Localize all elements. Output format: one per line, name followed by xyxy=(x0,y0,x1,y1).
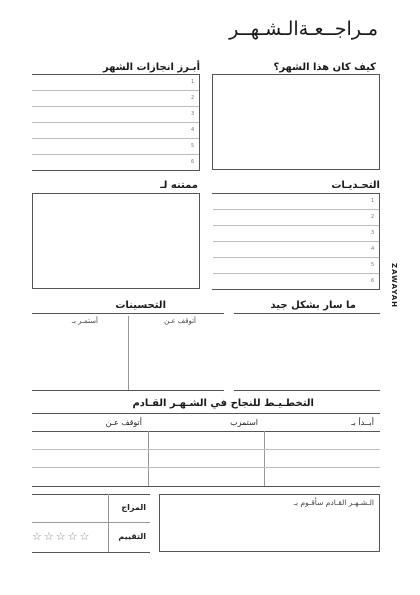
achievement-number: 6 xyxy=(191,159,195,165)
mood-label: المزاج xyxy=(121,503,146,512)
planning-continue-label: استمرب xyxy=(230,418,258,427)
grateful-section-title: ممتنه لـ xyxy=(160,180,198,191)
achievement-number: 3 xyxy=(191,111,195,117)
improvements-stop-label: أتوقف عـن xyxy=(164,317,196,325)
challenge-line[interactable] xyxy=(213,225,379,226)
achievements-section-title: أبـرز انجازات الشهر xyxy=(102,62,200,73)
challenge-number: 5 xyxy=(371,262,375,268)
challenges-edge xyxy=(379,193,380,289)
challenges-bottom-line xyxy=(212,289,380,290)
challenge-line[interactable] xyxy=(213,273,379,274)
challenges-section-title: التحـديـات xyxy=(331,180,380,191)
rating-stars[interactable]: ☆☆☆☆☆ xyxy=(32,530,92,543)
achievement-line[interactable] xyxy=(32,154,199,155)
planning-start-label: أبــدأ بـ xyxy=(351,418,374,427)
went-well-underline xyxy=(234,313,380,314)
improvements-bottom-line xyxy=(32,390,224,391)
achievement-number: 1 xyxy=(191,79,195,85)
mood-top-line xyxy=(32,494,150,495)
challenge-number: 1 xyxy=(371,198,375,204)
challenge-number: 6 xyxy=(371,278,375,284)
planning-header-line xyxy=(32,431,380,432)
went-well-section-title: ما سار بشكل جيد xyxy=(270,300,356,311)
month-notes-box[interactable] xyxy=(212,74,380,170)
challenge-number: 4 xyxy=(371,246,375,252)
challenge-line[interactable] xyxy=(213,209,379,210)
month-section-title: كيف كان هذا الشهر؟ xyxy=(273,62,376,73)
next-month-label: الـشـهـر القـادم سأقـوم بـ xyxy=(293,498,374,507)
achievement-number: 2 xyxy=(191,95,195,101)
challenge-number: 2 xyxy=(371,214,375,220)
achievement-line[interactable] xyxy=(32,122,199,123)
improvements-divider xyxy=(128,316,129,390)
improvements-continue-label: أستمـر بـ xyxy=(71,317,98,325)
achievement-number: 4 xyxy=(191,127,195,133)
planning-section-title: التخطـيـط للنجاح في الشـهـر القـادم xyxy=(132,398,314,409)
achievement-line[interactable] xyxy=(32,90,199,91)
grateful-notes-box[interactable] xyxy=(32,193,200,289)
mood-label-divider xyxy=(108,494,109,552)
rating-bottom-line xyxy=(32,552,150,553)
challenge-line[interactable] xyxy=(213,241,379,242)
mood-rating-divider xyxy=(32,522,150,523)
brand-logo-text: ZAWAYAH xyxy=(390,263,398,309)
rating-label: التقييم xyxy=(118,532,146,541)
planning-row-line[interactable] xyxy=(32,467,380,468)
planning-stop-label: أتوقف عـن xyxy=(105,418,142,427)
planning-divider xyxy=(264,431,265,486)
challenges-underline xyxy=(212,193,380,194)
achievements-edge xyxy=(199,74,200,170)
went-well-bottom-line xyxy=(234,390,380,391)
improvements-section-title: التحسينات xyxy=(115,300,166,311)
achievement-line[interactable] xyxy=(32,138,199,139)
planning-row-line[interactable] xyxy=(32,449,380,450)
achievement-line[interactable] xyxy=(32,106,199,107)
planning-underline xyxy=(32,413,380,414)
planning-bottom-line xyxy=(32,486,380,487)
challenge-number: 3 xyxy=(371,230,375,236)
planning-divider xyxy=(148,431,149,486)
achievement-number: 5 xyxy=(191,143,195,149)
challenge-line[interactable] xyxy=(213,257,379,258)
achievements-underline xyxy=(32,74,200,75)
page-title: مـراجــعـةالـشـهــر xyxy=(229,18,378,40)
improvements-underline xyxy=(32,313,224,314)
achievements-bottom-line xyxy=(32,170,200,171)
